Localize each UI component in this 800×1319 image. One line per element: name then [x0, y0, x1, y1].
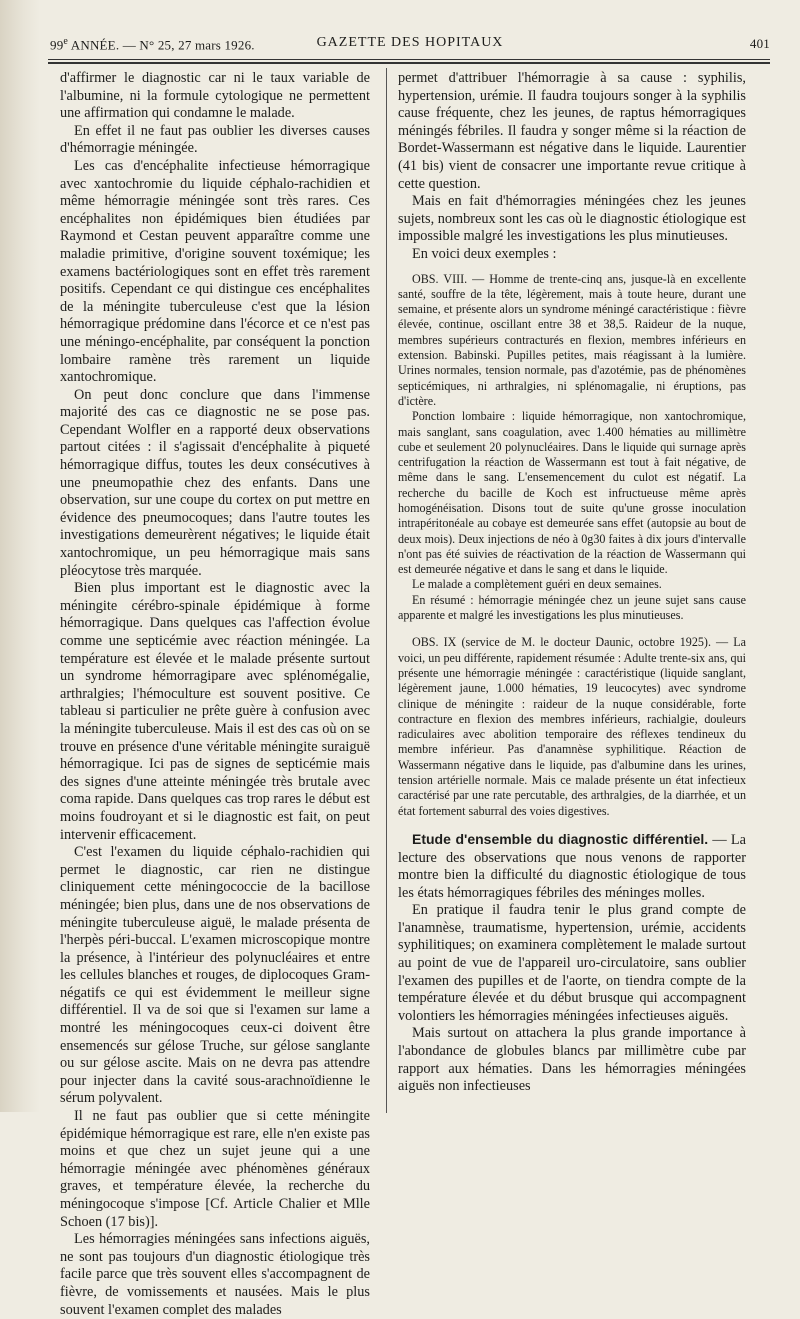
- column-divider: [386, 68, 387, 1113]
- paragraph: En voici deux exemples :: [412, 245, 557, 262]
- observation-viii: [398, 272, 746, 624]
- paragraph: On peut donc conclure que dans l'immense majorité des cas ce diagnostic ne se pose pas. Cependant Wolfler en a rapporté deux observations partout citées : il s'agissait d'encéphalite à piqueté hémorragique diffus, toutes les deux consécutives à une pneumopathie chez des enfants. Dans une observation, sur une coupe du cortex on put mettre en évidence des pneumocoques; dans l'autre toutes les investigations demeurèrent négatives; le liquide était xantochromique, un peu hémorragique mais sans pléocytose très marquée.: [60, 386, 370, 579]
- section-heading: Etude d'ensemble du diagnostic différentiel.: [412, 830, 709, 847]
- page-number: 401: [749, 36, 770, 51]
- differential-section: [398, 831, 746, 1096]
- left-column: [60, 70, 370, 1319]
- header-rule-thin: [48, 59, 770, 60]
- paragraph: En pratique il faudra tenir le plus grand compte de l'anamnèse, traumatisme, hypertension, urémie, accidents syphilitiques; on examinera complètement le malade surtout au point de vue de l'appareil uro-circulatoire, sans oublier l'examen des pupilles et de l'aorte, on tiendra compte de la température élevée et du début brusque qui accompagnent volontiers les hémorragies méningées infectieuses aiguës.: [398, 902, 746, 1024]
- observation-paragraph: Le malade a complètement guéri en deux semaines.: [412, 577, 662, 592]
- paragraph: Bien plus important est le diagnostic avec la méningite cérébro-spinale épidémique à forme hémorragique. Dans quelques cas l'affection évolue comme une septicémie avec réaction méningée. La température est élevée et le malade présente surtout un syndrome hémorragipare avec splénomégalie, arthralgies; l'hémoculture est souvent positive. Ce tableau si particulier ne prête guère à confusion avec la méningite tuberculeuse. Mais il est des cas où on se trouve en présence d'une véritable méningite suraiguë hémorragique. Ici pas de signes de septicémie mais des signes d'une atteinte méningée très brutale avec coma rapide. Dans quelques cas trop rares le début est moins foudroyant et si le diagnostic est fait, on peut intervenir efficacement.: [60, 580, 370, 843]
- paragraph: Mais en fait d'hémorragies méningées chez les jeunes sujets, nombreux sont les cas où le diagnostic étiologique est impossible malgré les investigations les plus minutieuses.: [398, 193, 746, 245]
- header-rule-thick: [48, 62, 770, 64]
- paragraph: Il ne faut pas oublier que si cette méningite épidémique hémorragique est rare, elle n'en existe pas moins et que chez un sujet jeune qui a une hémorragie méningée avec phénomènes généraux graves, et température élevée, la recherche du méningocoque s'impose [Cf. Article Chalier et Mlle Schoen (17 bis)].: [60, 1108, 370, 1230]
- observation-paragraph: OBS. IX (service de M. le docteur Daunic, octobre 1925). — La voici, un peu différente, rapidement résumée : Adulte trente-six ans, qui présente une hémorragie méningée : caractéristique (liquide sanglant, légèrement jaune, 1.000 hématies, 19 leucocytes) avec syndrome clinique de méningite : raideur de la nuque considérable, forte contracture en flexion des membres inférieurs, rachialgie, douleurs radiculaires avec abolition temporaire des réflexes tendineux du membre inférieur. Pas d'anamnèse syphilitique. Réaction de Wassermann négative dans le liquide, pas d'albumine dans les urines, tension artérielle normale. Mais ce malade présente un état infectieux caractérisé par une rate percutable, des arthralgies, de la diarrhée, et un état fortement saburral des voies digestives.: [398, 635, 746, 818]
- observation-paragraph: Ponction lombaire : liquide hémorragique, non xantochromique, mais sanglant, sans coagulation, avec 1.400 hématies au millimètre cube et seulement 20 polynucléaires. Dans le liquide qui surnage après centrifugation la réaction de Wassermann est tout à fait négative, de même dans le sang. L'ensemencement du culot est négatif. La recherche du bacille de Koch est infructueuse même après homogénéisation. Disons tout de suite qu'une grosse inoculation intrapéritonéale au cobaye est demeurée sans effet (autopsie au bout de deux mois). Deux injections de néo à 0g30 faites à dix jours d'intervalle n'ont pas été suivies de réactivation de la réaction de Wassermann qui est demeurée négative et dans le sang et dans le liquide.: [398, 409, 746, 577]
- right-intro: [398, 70, 746, 264]
- issue-year-number: 99: [50, 37, 64, 53]
- right-column: [398, 70, 746, 1096]
- issue-date: ANNÉE. — N° 25, 27 mars 1926.: [68, 37, 255, 53]
- observation-ix: [398, 635, 746, 819]
- section-text: — La lecture des observations que nous venons de rapporter montre bien la difficulté du diagnostic étiologique de tous les états hémorragiques fébriles des méninges molles.: [398, 831, 746, 901]
- paragraph: Mais surtout on attachera la plus grande importance à l'abondance de globules blancs par millimètre cube par rapport aux hématies. Dans les hémorragies méningées aiguës non infectieuses: [398, 1025, 746, 1095]
- paragraph: permet d'attribuer l'hémorragie à sa cause : syphilis, hypertension, urémie. Il faudra toujours songer à la syphilis cause fréquente, chez les jeunes, de raptus hémorragiques méningés fébriles. Il faudra y songer même si la réaction de Bordet-Wassermann est négative dans le liquide. Laurentier (41 bis) vient de consacrer une importante revue critique à cette question.: [398, 70, 746, 192]
- paragraph: En effet il ne faut pas oublier les diverses causes d'hémorragie méningée.: [60, 122, 370, 157]
- running-header: [50, 32, 770, 56]
- observation-paragraph: En résumé : hémorragie méningée chez un jeune sujet sans cause apparente et malgré les investigations les plus minutieuses.: [398, 592, 746, 623]
- journal-title: GAZETTE DES HOPITAUX: [316, 35, 504, 50]
- section-paragraph: [398, 831, 746, 902]
- paragraph: C'est l'examen du liquide céphalo-rachidien qui permet le diagnostic, car rien ne distingue cliniquement cette méningococcie de la bacillose méningée; bien plus, dans une de nos observations de méningite tuberculeuse aiguë, le malade présenta de l'herpès péri-buccal. L'examen microscopique montre la présence, à l'intérieur des polynucléaires et entre les cellules blanches et rouges, de diplocoques Gram-négatifs ce qui est évidemment le meilleur signe différentiel. Il va de soi que si l'examen sur lame a montré les méningocoques ceux-ci doivent être ensemencés sur gélose Truche, sur gélose sanglante ou sur gélose ascite. Mais on ne devra pas attendre pour injecter dans la cavité sous-arachnoïdienne le sérum polyvalent.: [60, 844, 370, 1107]
- paragraph: Les hémorragies méningées sans infections aiguës, ne sont pas toujours d'un diagnostic étiologique très facile parce que très souvent elles s'accompagnent de fièvre, de vomissements et nausées. Mais le plus souvent l'examen complet des malades: [60, 1231, 370, 1318]
- paragraph: Les cas d'encéphalite infectieuse hémorragique avec xantochromie du liquide céphalo-rachidien et même hémorragie méningée sont très rares. Ces encéphalites non épidémiques bien étudiées par Raymond et Cestan peuvent apparaître comme une maladie primitive, d'origine souvent toxémique; les examens bactériologiques sont en effet très rarement positifs. Cependant ce qui distingue ces encéphalites de la méningite tuberculeuse c'est que la lésion hémorragique prédomine dans l'écorce et ce n'est pas une méningo-encéphalite, par conséquent la ponction lombaire ramène très rarement un liquide xantochromique.: [60, 157, 370, 386]
- issue-sup: e: [63, 36, 69, 47]
- page-edge-shadow: [0, 0, 40, 1112]
- paragraph: d'affirmer le diagnostic car ni le taux variable de l'albumine, ni la formule cytologique ne permettent une affirmation qui condamne le malade.: [60, 70, 370, 122]
- observation-paragraph: OBS. VIII. — Homme de trente-cinq ans, jusque-là en excellente santé, souffre de la tête, légèrement, mais à toute heure, durant une semaine, et présente alors un syndrome méningé caractéristique : fièvre élevée, continue, oscillant entre 38 et 38,5. Raideur de la nuque, membres supérieurs contracturés en flexion, membres inférieurs en extension. Babinski. Pupilles petites, mais réagissant à la lumière. Urines normales, tension normale, pas d'azotémie, pas de phénomènes septicémiques, ni arthralgies, ni splénomagalie, ni éruptions, pas d'ictère.: [398, 271, 746, 408]
